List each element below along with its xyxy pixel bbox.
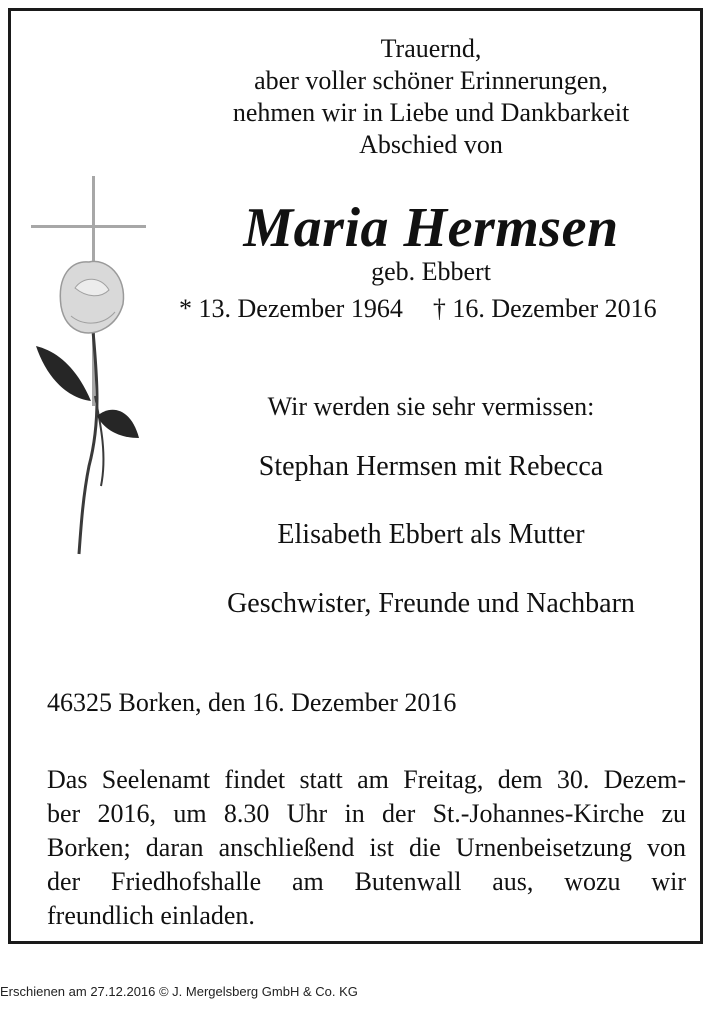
mourner-line: Geschwister, Freunde und Nachbarn bbox=[227, 588, 635, 619]
obituary-notice bbox=[8, 8, 703, 944]
service-line: der Friedhofshalle am Butenwall aus, wozu wir bbox=[47, 867, 686, 896]
service-line: Das Seelenamt findet statt am Freitag, dem 30. Dezem- bbox=[47, 765, 686, 794]
rose-icon bbox=[36, 261, 139, 554]
missed-statement: Wir werden sie sehr vermissen: bbox=[267, 392, 595, 421]
publication-footer: Erschienen am 27.12.2016 © J. Mergelsberg GmbH & Co. KG bbox=[0, 984, 358, 999]
maiden-name: geb. Ebbert bbox=[371, 257, 491, 286]
intro-line: nehmen wir in Liebe und Dankbarkeit bbox=[232, 98, 630, 127]
service-line: freundlich einladen. bbox=[47, 901, 255, 930]
intro-line: Trauernd, bbox=[380, 34, 482, 63]
birth-date: * 13. Dezember 1964 bbox=[179, 294, 403, 323]
intro-line: aber voller schöner Erinnerungen, bbox=[254, 66, 608, 95]
mourner-line: Stephan Hermsen mit Rebecca bbox=[258, 451, 604, 482]
place-and-date: 46325 Borken, den 16. Dezember 2016 bbox=[47, 688, 457, 717]
mourner-line: Elisabeth Ebbert als Mutter bbox=[277, 519, 585, 550]
cross-and-rose-emblem bbox=[31, 176, 156, 561]
death-date: † 16. Dezember 2016 bbox=[432, 294, 657, 323]
service-line: ber 2016, um 8.30 Uhr in der St.-Johannes-Kirche zu bbox=[47, 799, 686, 828]
intro-line: Abschied von bbox=[359, 130, 503, 159]
deceased-name: Maria Hermsen bbox=[243, 197, 619, 259]
life-dates bbox=[179, 294, 657, 324]
intro-text bbox=[141, 33, 709, 161]
service-line: Borken; daran anschließend ist die Urnenbeisetzung von bbox=[47, 833, 686, 862]
service-announcement bbox=[47, 763, 686, 933]
